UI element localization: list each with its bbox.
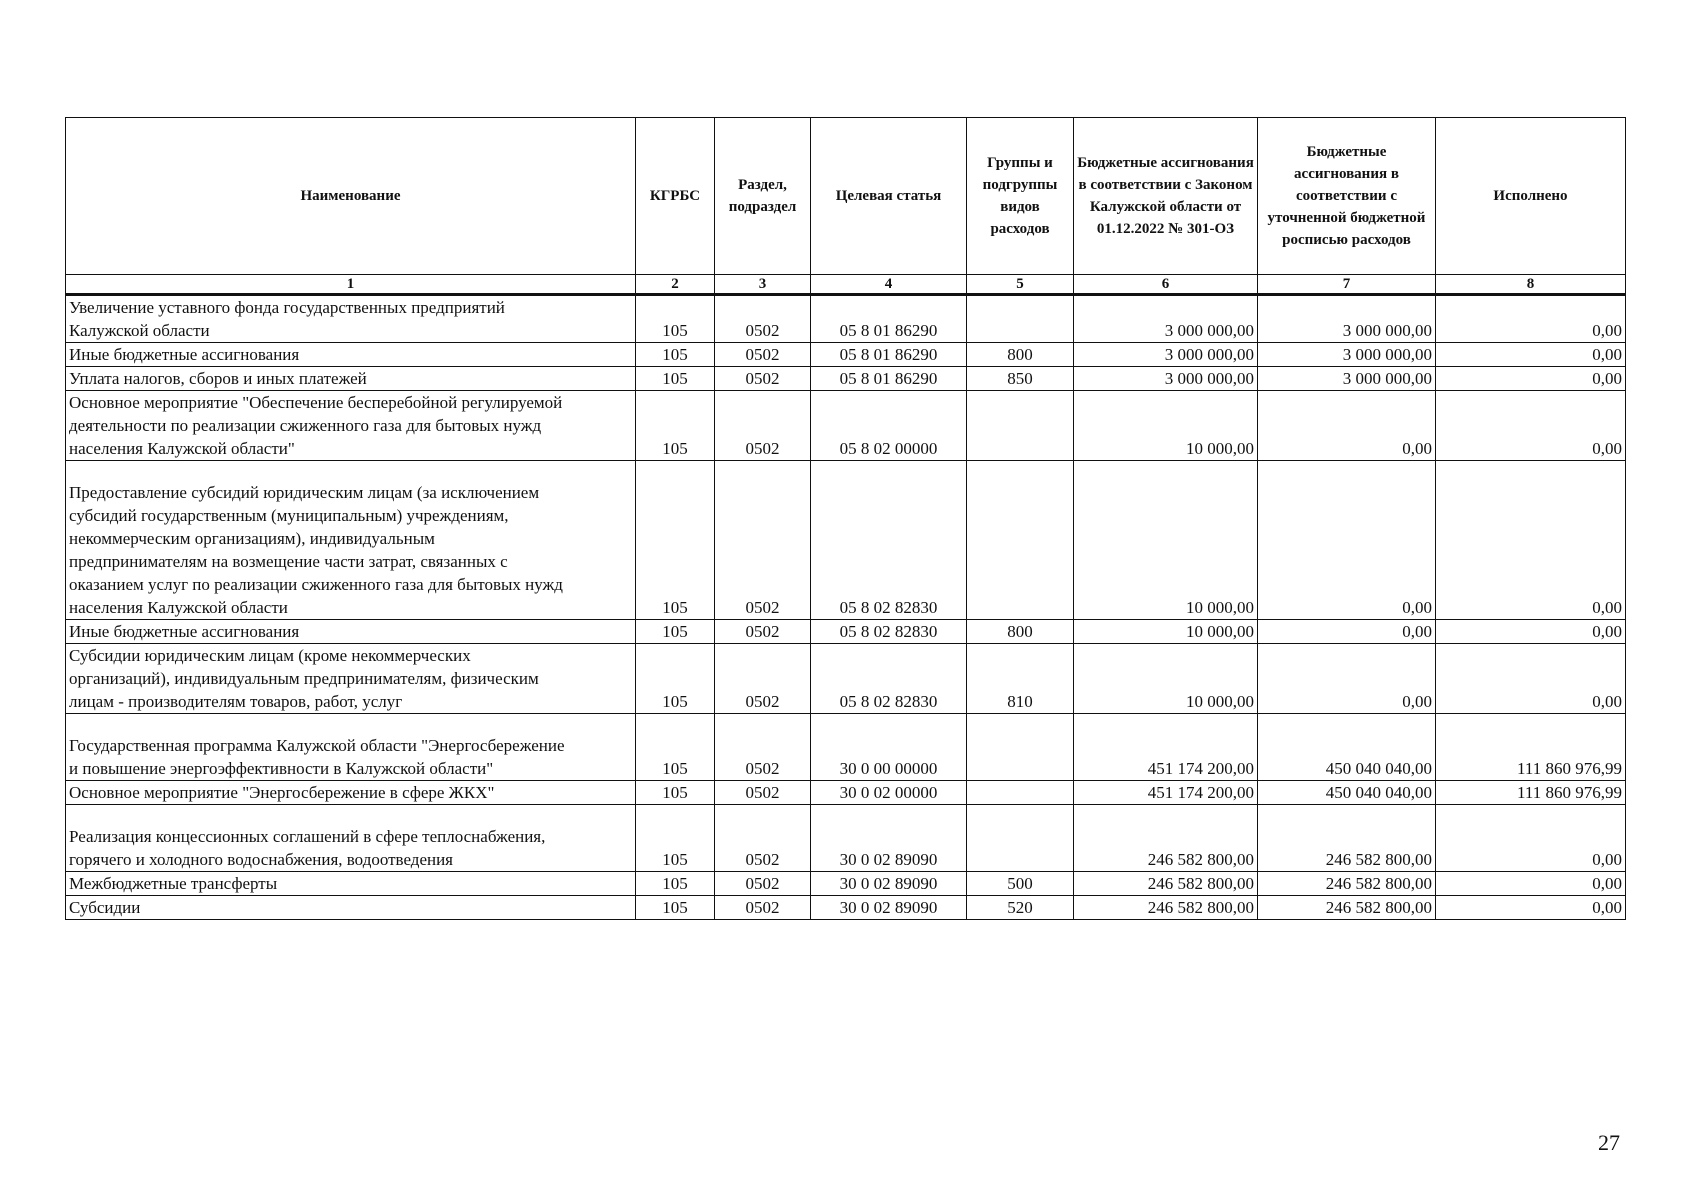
row-kgrbs: 105 bbox=[636, 714, 715, 781]
row-name: Основное мероприятие "Обеспечение бесперебойной регулируемой деятельности по реализации сжиженного газа для бытовых нужд населения Калужской области" bbox=[66, 391, 636, 461]
row-section: 0502 bbox=[715, 461, 811, 620]
row-kgrbs: 105 bbox=[636, 461, 715, 620]
row-target: 30 0 02 89090 bbox=[811, 805, 967, 872]
row-target: 30 0 02 89090 bbox=[811, 896, 967, 920]
row-name: Субсидии юридическим лицам (кроме некоммерческих организаций), индивидуальным предпринимателям, физическим лицам - производителям товаров, работ, услуг bbox=[66, 644, 636, 714]
table-row bbox=[66, 714, 1626, 781]
row-refined-amount: 246 582 800,00 bbox=[1258, 896, 1436, 920]
row-executed-amount: 0,00 bbox=[1436, 367, 1626, 391]
row-executed-amount: 0,00 bbox=[1436, 620, 1626, 644]
header-section: Раздел, подраздел bbox=[715, 118, 811, 275]
row-name: Иные бюджетные ассигнования bbox=[66, 620, 636, 644]
row-group: 850 bbox=[967, 367, 1074, 391]
row-section: 0502 bbox=[715, 805, 811, 872]
header-name: Наименование bbox=[66, 118, 636, 275]
header-groups: Группы и подгруппы видов расходов bbox=[967, 118, 1074, 275]
row-executed-amount: 0,00 bbox=[1436, 391, 1626, 461]
column-number: 7 bbox=[1258, 275, 1436, 295]
row-kgrbs: 105 bbox=[636, 781, 715, 805]
row-kgrbs: 105 bbox=[636, 295, 715, 343]
row-section: 0502 bbox=[715, 391, 811, 461]
row-target: 05 8 02 82830 bbox=[811, 620, 967, 644]
table-row bbox=[66, 872, 1626, 896]
row-target: 05 8 01 86290 bbox=[811, 343, 967, 367]
table-row bbox=[66, 781, 1626, 805]
header-executed: Исполнено bbox=[1436, 118, 1626, 275]
row-refined-amount: 0,00 bbox=[1258, 391, 1436, 461]
row-target: 05 8 01 86290 bbox=[811, 367, 967, 391]
row-name: Основное мероприятие "Энергосбережение в сфере ЖКХ" bbox=[66, 781, 636, 805]
row-target: 05 8 02 82830 bbox=[811, 461, 967, 620]
row-target: 05 8 02 00000 bbox=[811, 391, 967, 461]
budget-table bbox=[65, 117, 1626, 920]
row-executed-amount: 0,00 bbox=[1436, 461, 1626, 620]
row-kgrbs: 105 bbox=[636, 391, 715, 461]
column-number: 2 bbox=[636, 275, 715, 295]
row-name: Предоставление субсидий юридическим лицам (за исключением субсидий государственным (муниципальным) учреждениям, некоммерческим организациям), индивидуальным предпринимателям на возмещение части затрат, связанных с оказанием услуг по реализации сжиженного газа для бытовых нужд населения Калужской области bbox=[66, 461, 636, 620]
row-executed-amount: 111 860 976,99 bbox=[1436, 714, 1626, 781]
table-row bbox=[66, 295, 1626, 343]
row-refined-amount: 450 040 040,00 bbox=[1258, 781, 1436, 805]
row-group: 800 bbox=[967, 620, 1074, 644]
column-number: 6 bbox=[1074, 275, 1258, 295]
row-kgrbs: 105 bbox=[636, 805, 715, 872]
row-law-amount: 3 000 000,00 bbox=[1074, 343, 1258, 367]
row-group: 800 bbox=[967, 343, 1074, 367]
row-section: 0502 bbox=[715, 367, 811, 391]
row-kgrbs: 105 bbox=[636, 644, 715, 714]
row-name: Государственная программа Калужской области "Энергосбережение и повышение энергоэффективности в Калужской области" bbox=[66, 714, 636, 781]
row-name: Субсидии bbox=[66, 896, 636, 920]
header-law: Бюджетные ассигнования в соответствии с Законом Калужской области от 01.12.2022 № 301-ОЗ bbox=[1074, 118, 1258, 275]
row-kgrbs: 105 bbox=[636, 367, 715, 391]
table-row bbox=[66, 644, 1626, 714]
row-group bbox=[967, 391, 1074, 461]
row-law-amount: 451 174 200,00 bbox=[1074, 781, 1258, 805]
page-number: 27 bbox=[1598, 1130, 1620, 1155]
header-kgrbs: КГРБС bbox=[636, 118, 715, 275]
table-row bbox=[66, 461, 1626, 620]
row-section: 0502 bbox=[715, 620, 811, 644]
table-row bbox=[66, 805, 1626, 872]
row-kgrbs: 105 bbox=[636, 896, 715, 920]
budget-table-wrapper bbox=[65, 117, 1625, 920]
row-executed-amount: 0,00 bbox=[1436, 896, 1626, 920]
table-row bbox=[66, 620, 1626, 644]
row-law-amount: 3 000 000,00 bbox=[1074, 295, 1258, 343]
row-group: 500 bbox=[967, 872, 1074, 896]
row-kgrbs: 105 bbox=[636, 343, 715, 367]
row-kgrbs: 105 bbox=[636, 872, 715, 896]
row-refined-amount: 0,00 bbox=[1258, 461, 1436, 620]
row-section: 0502 bbox=[715, 295, 811, 343]
table-row bbox=[66, 367, 1626, 391]
row-target: 30 0 02 89090 bbox=[811, 872, 967, 896]
row-kgrbs: 105 bbox=[636, 620, 715, 644]
row-section: 0502 bbox=[715, 781, 811, 805]
row-refined-amount: 3 000 000,00 bbox=[1258, 367, 1436, 391]
row-refined-amount: 3 000 000,00 bbox=[1258, 343, 1436, 367]
header-row bbox=[66, 118, 1626, 275]
row-target: 05 8 01 86290 bbox=[811, 295, 967, 343]
row-group: 810 bbox=[967, 644, 1074, 714]
column-number: 8 bbox=[1436, 275, 1626, 295]
row-name: Увеличение уставного фонда государственных предприятий Калужской области bbox=[66, 295, 636, 343]
column-number-row bbox=[66, 275, 1626, 295]
row-refined-amount: 0,00 bbox=[1258, 620, 1436, 644]
row-section: 0502 bbox=[715, 714, 811, 781]
row-law-amount: 10 000,00 bbox=[1074, 391, 1258, 461]
row-target: 30 0 02 00000 bbox=[811, 781, 967, 805]
column-number: 5 bbox=[967, 275, 1074, 295]
row-refined-amount: 0,00 bbox=[1258, 644, 1436, 714]
row-name: Межбюджетные трансферты bbox=[66, 872, 636, 896]
header-target: Целевая статья bbox=[811, 118, 967, 275]
row-law-amount: 246 582 800,00 bbox=[1074, 872, 1258, 896]
row-refined-amount: 3 000 000,00 bbox=[1258, 295, 1436, 343]
row-name: Реализация концессионных соглашений в сфере теплоснабжения, горячего и холодного водоснабжения, водоотведения bbox=[66, 805, 636, 872]
row-section: 0502 bbox=[715, 872, 811, 896]
row-group: 520 bbox=[967, 896, 1074, 920]
column-number: 1 bbox=[66, 275, 636, 295]
row-group bbox=[967, 805, 1074, 872]
row-executed-amount: 0,00 bbox=[1436, 805, 1626, 872]
row-section: 0502 bbox=[715, 644, 811, 714]
table-row bbox=[66, 896, 1626, 920]
table-body bbox=[66, 295, 1626, 920]
row-group bbox=[967, 714, 1074, 781]
row-law-amount: 246 582 800,00 bbox=[1074, 805, 1258, 872]
row-name: Уплата налогов, сборов и иных платежей bbox=[66, 367, 636, 391]
column-number: 4 bbox=[811, 275, 967, 295]
row-law-amount: 10 000,00 bbox=[1074, 461, 1258, 620]
header-refined: Бюджетные ассигнования в соответствии с уточненной бюджетной росписью расходов bbox=[1258, 118, 1436, 275]
row-executed-amount: 0,00 bbox=[1436, 343, 1626, 367]
row-law-amount: 10 000,00 bbox=[1074, 620, 1258, 644]
row-executed-amount: 111 860 976,99 bbox=[1436, 781, 1626, 805]
row-group bbox=[967, 461, 1074, 620]
row-section: 0502 bbox=[715, 896, 811, 920]
row-law-amount: 10 000,00 bbox=[1074, 644, 1258, 714]
row-refined-amount: 246 582 800,00 bbox=[1258, 805, 1436, 872]
table-row bbox=[66, 391, 1626, 461]
row-executed-amount: 0,00 bbox=[1436, 295, 1626, 343]
row-executed-amount: 0,00 bbox=[1436, 872, 1626, 896]
row-refined-amount: 246 582 800,00 bbox=[1258, 872, 1436, 896]
row-target: 05 8 02 82830 bbox=[811, 644, 967, 714]
row-section: 0502 bbox=[715, 343, 811, 367]
row-target: 30 0 00 00000 bbox=[811, 714, 967, 781]
row-group bbox=[967, 295, 1074, 343]
row-group bbox=[967, 781, 1074, 805]
row-name: Иные бюджетные ассигнования bbox=[66, 343, 636, 367]
row-law-amount: 451 174 200,00 bbox=[1074, 714, 1258, 781]
row-law-amount: 246 582 800,00 bbox=[1074, 896, 1258, 920]
row-executed-amount: 0,00 bbox=[1436, 644, 1626, 714]
row-refined-amount: 450 040 040,00 bbox=[1258, 714, 1436, 781]
table-row bbox=[66, 343, 1626, 367]
row-law-amount: 3 000 000,00 bbox=[1074, 367, 1258, 391]
column-number: 3 bbox=[715, 275, 811, 295]
